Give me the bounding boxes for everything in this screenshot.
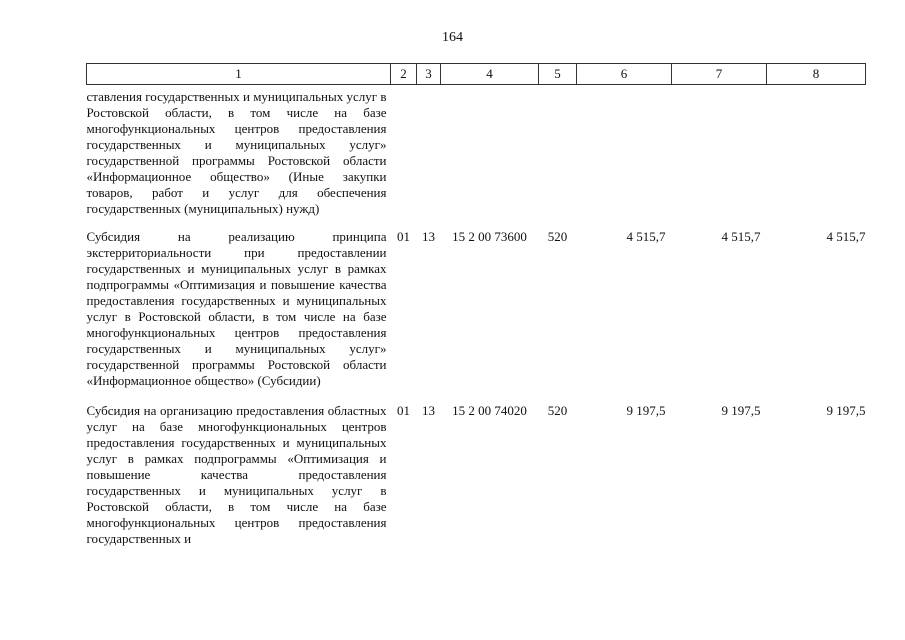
row-expense-type: [539, 85, 577, 218]
row-section: 01: [397, 403, 410, 418]
row-amount-col6: 4 515,7: [626, 229, 666, 244]
row-section: 01: [397, 229, 410, 244]
table-row: [87, 217, 866, 389]
row-subsection: 13: [422, 403, 435, 418]
header-col-7: 7: [672, 64, 767, 85]
header-col-4: 4: [441, 64, 539, 85]
row-subsection: 13: [422, 229, 435, 244]
row-target-article: 15 2 00 73600: [452, 229, 527, 244]
row-expense-type: 520: [547, 403, 568, 418]
row-amount-col7: 4 515,7: [721, 229, 761, 244]
budget-table-container: [86, 63, 865, 547]
row-section: [391, 85, 417, 218]
row-amount-col6: [577, 85, 672, 218]
row-amount-col8: 9 197,5: [826, 403, 866, 418]
row-amount-col7: [672, 85, 767, 218]
header-col-3: 3: [417, 64, 441, 85]
row-amount-col6: 9 197,5: [626, 403, 666, 418]
header-col-8: 8: [767, 64, 866, 85]
row-description: ставления государственных и муниципальных услуг в Ростовской области, в том числе на базе многофункциональных центров предоставления государственных и муниципальных услуг» государственной программы Ростовской области «Информационное общество» (Иные закупки товаров, работ и услуг для обеспечения государственных (муниципальных) нужд): [86, 89, 387, 216]
row-target-article: 15 2 00 74020: [452, 403, 527, 418]
row-amount-col8: 4 515,7: [826, 229, 866, 244]
row-subsection: [417, 85, 441, 218]
table-row: [87, 85, 866, 218]
header-col-1: 1: [87, 64, 391, 85]
budget-table: [86, 63, 866, 547]
row-target-article: [441, 85, 539, 218]
table-row: [87, 389, 866, 547]
header-col-2: 2: [391, 64, 417, 85]
page-number: 164: [442, 30, 463, 45]
header-col-5: 5: [539, 64, 577, 85]
row-amount-col7: 9 197,5: [721, 403, 761, 418]
header-col-6: 6: [577, 64, 672, 85]
row-amount-col8: [767, 85, 866, 218]
row-expense-type: 520: [547, 229, 568, 244]
header-row: [87, 64, 866, 85]
row-description: Субсидия на организацию предоставления областных услуг на базе многофункциональных центров предоставления государственных и муниципальных услуг в рамках подпрограммы «Оптимизация и повышение качества предоставления государственных и муниципальных услуг в Ростовской области, в том числе на базе многофункциональных центров предоставления государственных и: [86, 403, 387, 546]
row-description: Субсидия на реализацию принципа экстерриториальности при предоставлении государственных и муниципальных услуг в рамках подпрограммы «Оптимизация и повышение качества предоставления государственных и муниципальных услуг в Ростовской области, в том числе на базе многофункциональных центров предоставления государственных и муниципальных услуг» государственной программы Ростовской области «Информационное общество» (Субсидии): [86, 229, 387, 388]
